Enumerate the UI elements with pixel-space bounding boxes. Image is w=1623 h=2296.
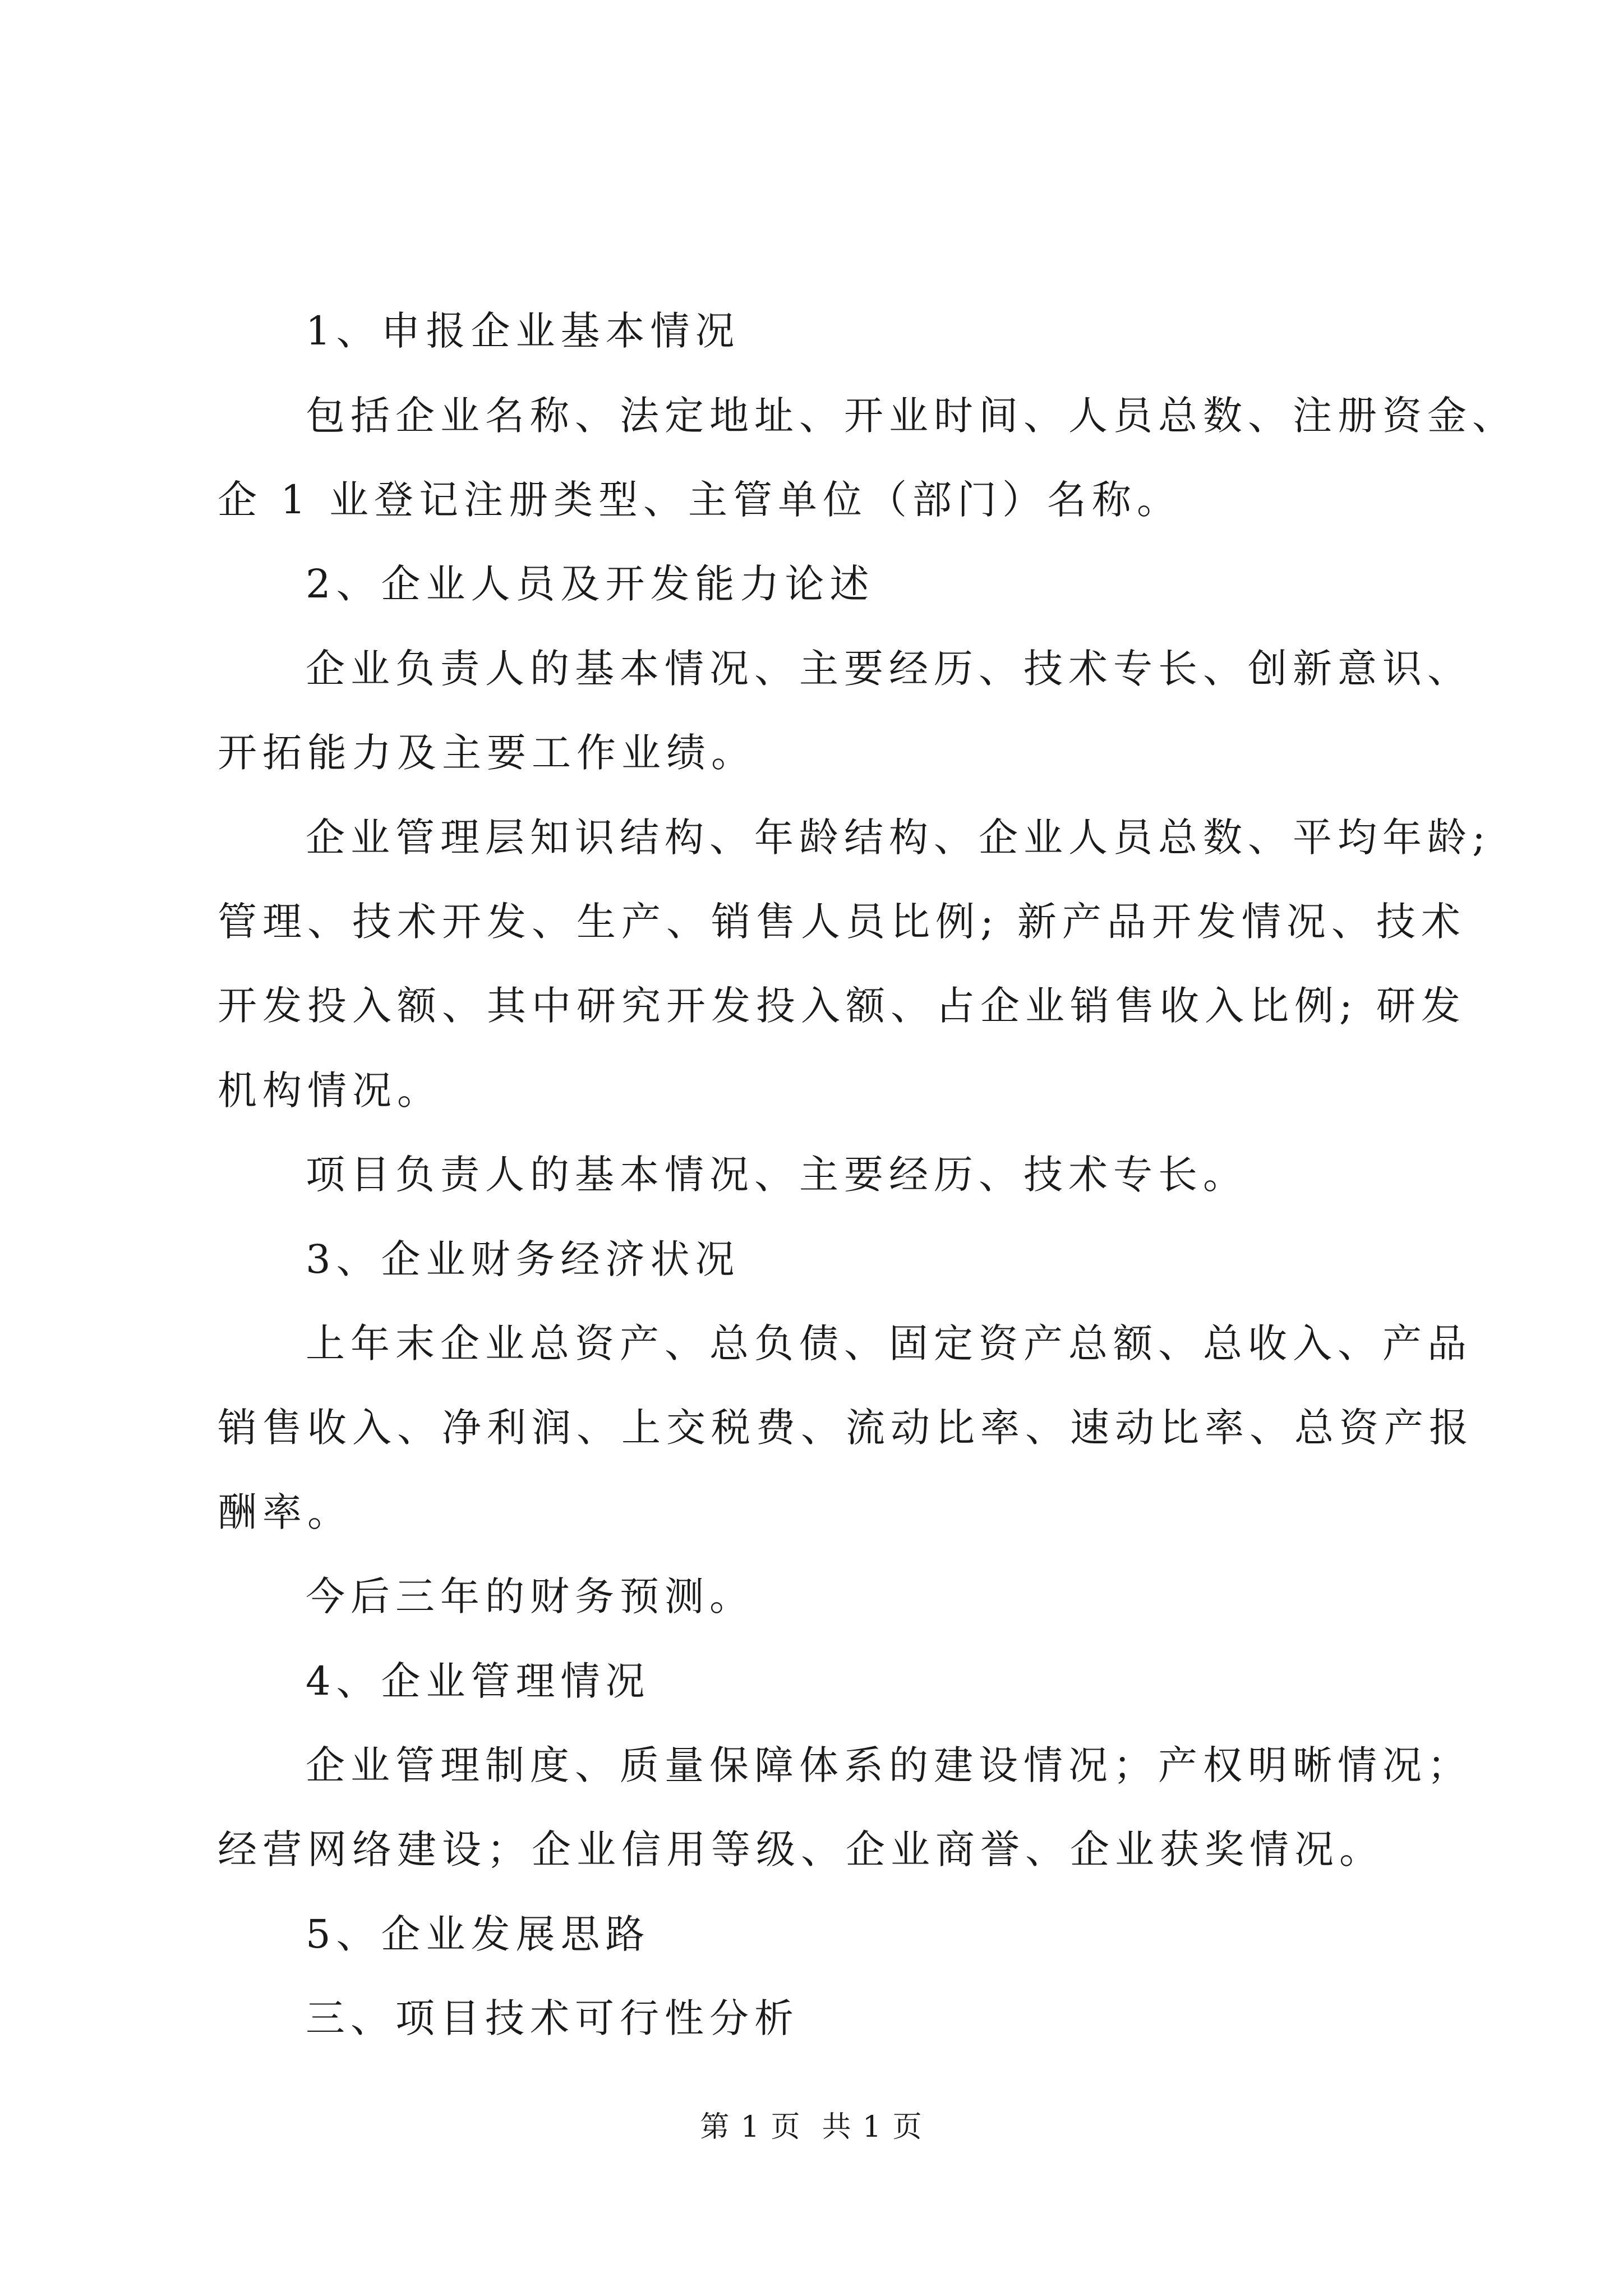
paragraph-line: 企业管理制度、质量保障体系的建设情况；产权明晰情况； <box>306 1742 1472 1788</box>
section-heading-4: 4、企业管理情况 <box>306 1658 651 1704</box>
paragraph-line: 开发投入额、其中研究开发投入额、占企业销售收入比例; 研发 <box>218 983 1466 1029</box>
page-footer: 第 1 页 共 1 页 <box>700 2110 923 2144</box>
paragraph-line: 包括企业名称、法定地址、开业时间、人员总数、注册资金、 <box>306 393 1517 439</box>
paragraph-line: 开拓能力及主要工作业绩。 <box>218 730 756 776</box>
paragraph-line: 经营网络建设；企业信用等级、企业商誉、企业获奖情况。 <box>218 1826 1384 1872</box>
paragraph-line: 管理、技术开发、生产、销售人员比例; 新产品开发情况、技术 <box>218 899 1466 945</box>
section-heading-1: 1、申报企业基本情况 <box>306 308 740 354</box>
paragraph-line: 企业管理层知识结构、年龄结构、企业人员总数、平均年龄; <box>306 815 1491 861</box>
paragraph-line: 企业负责人的基本情况、主要经历、技术专长、创新意识、 <box>306 646 1472 692</box>
paragraph-line: 今后三年的财务预测。 <box>306 1573 754 1619</box>
paragraph-line: 上年末企业总资产、总负债、固定资产总额、总收入、产品 <box>306 1320 1472 1366</box>
section-heading-5: 5、企业发展思路 <box>306 1911 651 1957</box>
paragraph-line: 销售收入、净利润、上交税费、流动比率、速动比率、总资产报 <box>218 1405 1474 1451</box>
paragraph-line: 项目负责人的基本情况、主要经历、技术专长。 <box>306 1152 1248 1198</box>
section-heading-three: 三、项目技术可行性分析 <box>306 1995 799 2041</box>
section-heading-2: 2、企业人员及开发能力论述 <box>306 561 875 607</box>
paragraph-line: 酬率。 <box>218 1489 352 1535</box>
paragraph-line: 企 1 业登记注册类型、主管单位（部门）名称。 <box>218 477 1182 523</box>
paragraph-line: 机构情况。 <box>218 1068 442 1114</box>
section-heading-3: 3、企业财务经济状况 <box>306 1236 740 1282</box>
